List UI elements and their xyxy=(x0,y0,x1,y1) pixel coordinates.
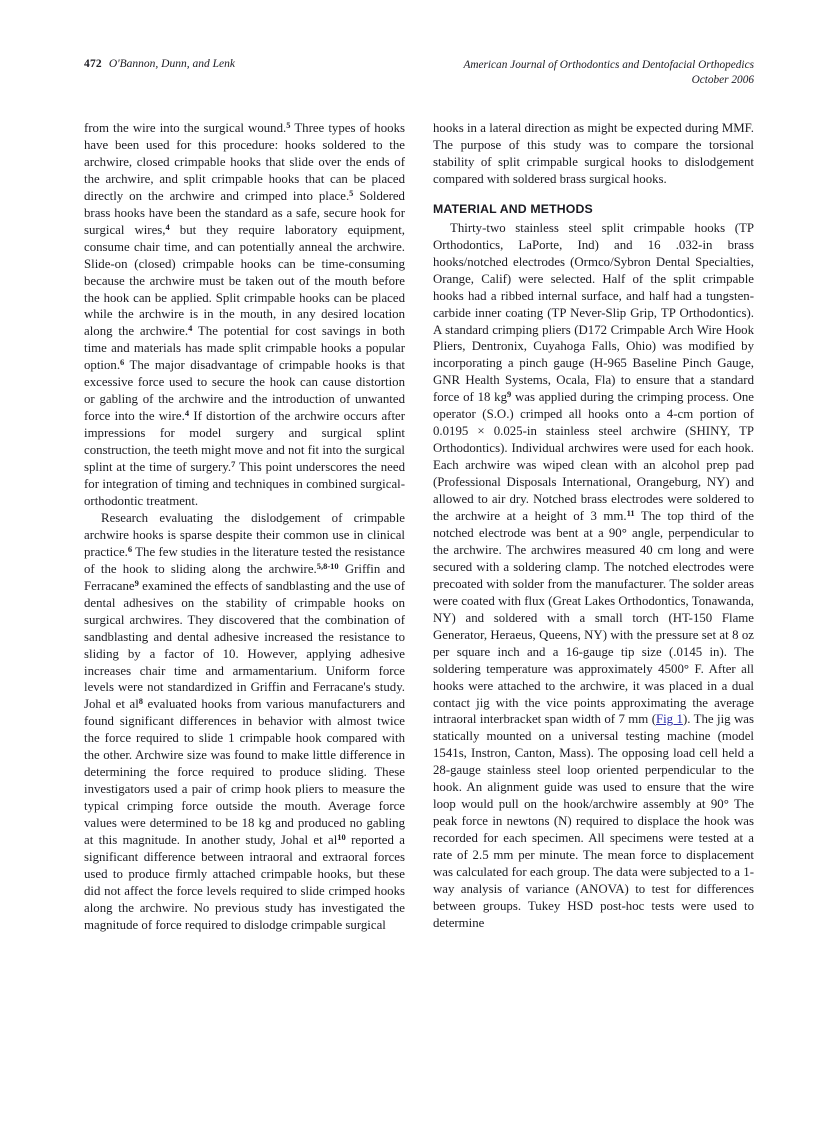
reference-marker: 5 xyxy=(286,119,291,130)
text-run: This point underscores the need for integration of timing and techniques in combined surgical-orthodontic treatment. xyxy=(84,460,405,508)
text-run: examined the effects of sandblasting and the use of dental adhesives on the stability of crimpable hooks on surgical archwires. They discovered that the combination of sandblasting and dental adhesive increased the resistance to sliding by a factor of 10. However, applying adhesive increases chair time and armamentarium. Uniform force levels were not standardized in Griffin and Ferracane's study. Johal et al xyxy=(84,578,405,712)
text-run: The potential for cost savings in both time and materials has made split crimpable hooks a popular option. xyxy=(84,324,405,373)
body-columns xyxy=(84,120,754,934)
figure-1-link[interactable]: Fig 1 xyxy=(655,712,683,727)
text-run: but they require laboratory equipment, consume chair time, and can potentially anneal the archwire. Slide-on (closed) crimpable hooks can be time-consuming because the archwire must be taken out of the mouth before the hook can be applied. Split crimpable hooks can be placed while the archwire is in the mouth, in any desired location along the archwire. xyxy=(84,222,406,339)
left-column xyxy=(84,120,405,934)
text-run: angle, perpendicular to the archwire. The archwires measured 40 cm long and were secured with a soldering clamp. The notched electrodes were precoated with solder from the manufacturer. The solder areas were coated with flux (Great Lakes Orthodontics, Tonawanda, NY) and soldered with a small torch (HT-150 Flame Generator, Heraeus, Queens, NY) with the pressure set at 8 oz per square inch and a 16-gauge tip size (.0145 in). The soldering temperature was approximately 4500 xyxy=(433,525,754,676)
text-run: The major disadvantage of crimpable hooks is that excessive force used to secure the hook can cause distortion or gabling of the archwire and the introduction of unwanted force into the wire. xyxy=(84,358,405,424)
text-run: was applied during the crimping process. One operator (S.O.) crimped all hooks onto a 4-cm portion of 0.0195 xyxy=(433,390,754,439)
reference-marker: 5,8-10 xyxy=(316,560,339,571)
reference-marker: 6 xyxy=(120,357,125,368)
text-run: The top third of the notched electrode was bent at a 90 xyxy=(433,509,754,540)
issue-date: October 2006 xyxy=(691,74,754,86)
reference-marker: 5 xyxy=(349,187,354,198)
reference-marker: 9 xyxy=(134,577,139,588)
text-run: The peak force in newtons (N) required to displace the hook was recorded for each specimen. All specimens were tested at a rate of 2.5 mm per minute. The mean force to displacement was calculated for each group. The data were subjected to a 1-way analysis of variance (ANOVA) to test for differences between groups. Tukey HSD post-hoc tests were used to determine xyxy=(433,797,754,930)
reference-marker: 7 xyxy=(231,459,236,469)
text-run: Thirty-two stainless steel split crimpable hooks (TP Orthodontics, LaPorte, Ind) and 16 .032-in brass hooks/notched electrodes (Ormco/Sybron Dental Specialties, Orange, Calif) were selected. Half of the split crimpable hooks had a ribbed internal surface, and half had a tungsten-carbide inner coating (TP Never-Slip Grip, TP Orthodontics). A standard crimping pliers (D172 Crimpable Arch Wire Hook Pliers, Dentronix, Cuyahoga Falls, Ohio) was modified by incorporating a pinch gauge (H-965 Baseline Pinch Gauge, GNR Health Systems, Ocala, Fla) to ensure that a standard force of 18 kg xyxy=(433,220,754,405)
reference-marker: 4 xyxy=(165,221,170,232)
degree-sign: ° xyxy=(621,525,627,540)
reference-marker: 4 xyxy=(188,323,193,334)
text-run: The few studies in the literature tested the resistance of the hook to sliding along the archwire. xyxy=(84,544,405,576)
reference-marker: 4 xyxy=(184,408,190,419)
paragraph-research xyxy=(84,510,405,934)
text-run: Griffin and Ferracane xyxy=(84,561,406,593)
section-heading-material-and-methods: MATERIAL AND METHODS xyxy=(433,201,593,216)
reference-marker: 11 xyxy=(626,507,635,518)
multiplication-sign: × xyxy=(477,424,485,439)
paragraph-continuation xyxy=(84,120,405,510)
degree-sign: ° xyxy=(723,797,729,812)
reference-marker: 10 xyxy=(337,831,346,842)
text-run: Three types of hooks have been used for this procedure: hooks soldered to the archwire, closed crimpable hooks that slide over the ends of the archwire, and split crimpable hooks that can be placed directly on the archwire and crimped into place. xyxy=(84,121,405,203)
running-head xyxy=(84,58,754,102)
text-run: from the wire into the surgical wound. xyxy=(84,121,287,135)
running-head-authors: O'Bannon, Dunn, and Lenk xyxy=(108,58,235,70)
text-run: ). The jig was statically mounted on a universal testing machine (model 1541s, Instron, Canton, Mass). The opposing load cell held a 28-gauge stainless steel loop oriented perpendicular to the hook. An alignment guide was used to ensure that the wire loop would pull on the hook/archwire assembly at 90 xyxy=(433,712,754,812)
text-run: reported a significant difference between intraoral and extraoral forces used to produce firmly attached crimpable hooks, but these did not affect the force levels required to slide crimped hooks along the archwire. No previous study has investigated the magnitude of force required to dislodge crimpable surgical xyxy=(84,833,405,932)
text-run: If distortion of the archwire occurs after impressions for model surgery and surgical splint construction, the teeth might move and not fit into the surgical splint at the time of surgery. xyxy=(84,409,405,475)
reference-marker: 8 xyxy=(138,696,143,707)
paragraph-methods xyxy=(433,220,754,932)
running-head-right xyxy=(463,58,754,88)
text-run: F. After all hooks were attached to the archwire, it was placed in a dual contact jig with the vice points approximating the average intraoral interbracket span width of 7 mm ( xyxy=(433,661,754,727)
page-number: 472 xyxy=(84,58,102,70)
journal-title: American Journal of Orthodontics and Dentofacial Orthopedics xyxy=(463,59,754,71)
running-head-left xyxy=(84,58,235,70)
text-run: Research evaluating the dislodgement of crimpable archwire hooks is sparse despite their common use in clinical practice. xyxy=(84,510,405,559)
degree-sign: ° xyxy=(683,661,690,676)
text-run: 0.025-in stainless steel archwire (SHINY, TP Orthodontics). Individual archwires were used for each hook. Each archwire was wiped clean with an alcohol prep pad (Professional Disposals International, Orangeburg, NY) and allowed to air dry. Notched brass electrodes were soldered to the archwire at a height of 3 mm. xyxy=(433,424,755,524)
paragraph-purpose: hooks in a lateral direction as might be expected during MMF. The purpose of this study was to compare the torsional stability of split crimpable surgical hooks to dislodgement compared with soldered brass surgical hooks. xyxy=(433,121,754,186)
text-run: evaluated hooks from various manufacturers and found significant differences in behavior with almost twice the force required to slide 1 crimpable hook compared with the other. Archwire size was found to make little difference in determining the force required to produce sliding. These investigators used a pair of crimp hook pliers to measure the typical crimping force outside the mouth. Average force values were determined to be 18 kg and produced no gabling at this magnitude. In another study, Johal et al xyxy=(84,697,405,848)
text-run: Soldered brass hooks have been the standard as a safe, secure hook for surgical wires, xyxy=(84,188,405,237)
right-column xyxy=(433,120,754,934)
reference-marker: 6 xyxy=(127,543,133,554)
reference-marker: 9 xyxy=(507,389,512,400)
